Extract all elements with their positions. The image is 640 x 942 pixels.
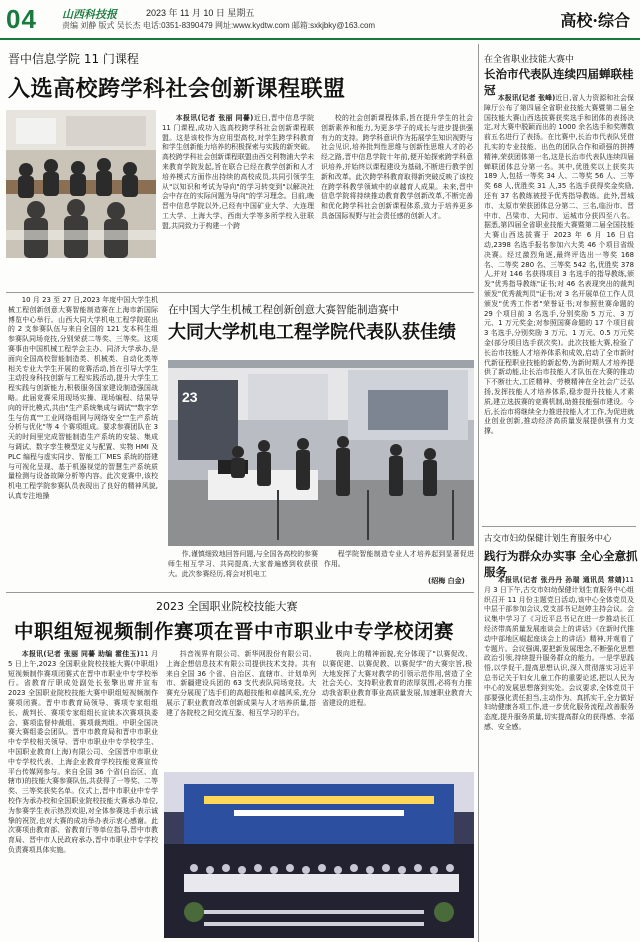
story1-text-2: 校的社会创新课程体系,旨在提升学生的社会创新素养和能力,为更多学子的成长与进步提供强有力的支持。跨学科意识作为拓展学生知识视野与社会见识,培养批判性思维与创新性思维人才的必经之路,晋中信息学院十年前,便开始探索跨学科意识培养,并始终以课程建设为基础,不断进行教学创新和改革。此次跨学科教育取得新突破反映了该校在跨学科教学领域中的卓越育人成果。未来,晋中信息学院将持续推动教育教学创新改革,不断完善和优化跨学科社会创新课程体系,致力于培养更多具备国际视野与社会责任感的创新人才。 [321,114,473,220]
story3-kicker: 2023 全国职业院校技能大赛 [156,600,298,613]
story4-body [484,94,634,522]
story3-text-1: 11 月 5 日上午,2023 全国职业院校技能大赛(中职组)短视频制作赛项闭赛式在晋中市职业中专学校举行。省教育厅职成处副处长张擎出席并宣布 2023 全国职业院校技能大赛中职组短视频制作赛项闭赛。晋中市教育局领导、赛项专家组组长、裁判长、赛项专家组组长宣读本次赛项执委会、赛项监督仲裁组、赛项裁判组。中职全国决赛大赛组委会团队。晋中市教育局和晋中市职业中专学校相关领导、晋中市职业中专学校学生、中国职业教育(上海)有限公司、全国晋中市职业中专学校代表、上海企业教育学校技能竞赛宣传平台传媒网参与。来自全国 36 个省(自治区、直辖市)的技能大赛参赛队伍,共获得了一等奖、二等奖、三等奖获奖名单。仪式上,晋中市职业中专学校作为承办校和全国职业院校技能大赛承办单位,为参赛学生表示热烈欢迎,对全体参赛选手表示诚挚的祝贺,也对大赛的成功举办表示衷心感谢。此次赛项由教育部、省教育厅等单位指导,晋中市教育局、晋中市人民政府承办,晋中市职业中专学校负责赛项具体实施。 [8,650,158,854]
story3-text-2: 抖音视界有限公司、新华网股份有限公司、上海企想信息技术有限公司提供技术支持。共有来自全国 36 个省、自治区、直辖市、计划单列市、新疆建设兵团的 63 支代表队同场竞技。大赛充分展现了选手们的高超技能和卓越风采,充分展示了职业教育改革创新成果与人才培养质量,搭建了各院校之间交流互鉴、相互学习的平台。 [166,650,316,717]
page-number: 04 [6,4,37,34]
story1-kicker: 晋中信息学院 11 门课程 [8,52,139,66]
story5-text: 11 月 3 日下午,古交市妇幼保健计划生育服务中心组织召开 11 月份主题党日活动,该中心全体党员及中层干部参加会议,党支部书记赵婷主持会议。会议集中学习了《习近平总书记在进一步推动长江经济带高质量发展座谈会上的讲话》《在新时代推动中部地区崛起座谈会上的讲话》精神,并观看了专题片。会议强调,要把新发展理念,不断强化思想政治引领,持续提升服务群众的能力。一是学思践悟,以学促干,提高思想认识,深入贯彻落实习近平总书记关于妇女儿童工作的重要论述,把以人民为中心的发展思想落到实处。会议要求,全体党员干部要强化责任担当,主动作为、真抓实干,全力做好妇幼健康各项工作,进一步优化服务流程,改善服务态度,提升服务质量,切实提高群众的获得感、幸福感、安全感。 [484,576,634,731]
story1-column-1 [162,114,314,290]
issue-date: 2023 年 11 月 10 日 星期五 [146,8,255,18]
story1-photo [6,110,156,258]
story2-credit: (绍梅 白金) [428,577,465,585]
story2-headline: 大同大学机电工程学院代表队获佳绩 [168,322,456,343]
story2-photo [168,360,474,546]
story2-kicker: 在中国大学生机械工程创新创意大赛智能制造赛中 [168,304,399,316]
story3-column-3 [322,650,472,768]
story-divider [6,592,474,593]
story5-headline: 践行为群众办实事 全心全意抓服务 [484,549,638,579]
story2-column-2 [168,550,318,588]
story4-headline: 长治市代表队连续四届蝉联桂冠 [484,67,634,97]
story5-kicker: 古交市妇幼保健计划生育服务中心 [484,534,612,544]
story2-column-3 [324,550,474,574]
story1-headline: 入选高校跨学科社会创新课程联盟 [8,77,346,102]
column-divider [478,44,479,942]
story1-column-2 [321,114,473,290]
story-divider [6,292,474,293]
story2-text-1: 10 月 23 至 27 日,2023 年度中国大学生机械工程创新创意大赛智能制造赛在上海市新国际博览中心举行。山西大同大学机电工程学院联出的 2 支参赛队伍与来自全国的 121 支本科生组参赛队同场竞技,分别荣获二等奖、三等奖。这项赛事由中国机械工程学会主办、同济大学承办,是面向全国高校智能制造类、机械类、自动化类等相关专业大学生开展的竞赛活动,旨在引导大学生主动投身科技创新与工程实践活动,提升大学生工程实践与创新能力,积极服务国家建设制造强国战略。此届竞赛采用现场实操、现场编程、结果导向的评比模式,共由"生产系统集成与调试""数字孪生与仿真""工业网络组网与网络安全""生产系统分析与优化"等 4 个赛项组成。要求参赛团队在 3 天的时间里完成智能制造生产系统的安装、集成与调试、数字孪生模型定义与配置、实物 HMI 及 PLC 编程与虚实同步、智能工厂MES 系统的搭建与可视化呈现、基于机器视觉的智慧生产系统质量检测与设备故障分析等内容。此次竞赛中,该校机电工程学院参赛队员表现出了良好的精神风貌,认真专注地操 [8,296,158,500]
story3-byline: 本报讯(记者 张丽 同謩 助编 霍佳玉) [21,650,140,658]
story5-body [484,576,634,938]
story3-headline: 中职组短视频制作赛项在晋中市职业中专学校闭赛 [14,620,455,643]
story5-byline: 本报讯(记者 张丹丹 孙瑞 通讯员 常婧) [497,576,626,584]
story3-column-2 [166,650,316,768]
masthead-rule [0,38,640,40]
story3-photo [164,772,474,938]
story2-text-3: 程学院智能制造专业人才培养起到显著促进作用。 [324,550,474,568]
editor-credits: 责编 刘静 版式 吴长杰 电话:0351-8390479 网址:www.kydtw.com 邮箱:sxkjbky@163.com [62,21,376,30]
story3-column-1 [8,650,158,940]
section-name: 高校·综合 [560,11,630,30]
story2-column-1 [8,296,158,588]
story1-byline: 本报讯(记者 张丽 同謩) [175,114,254,122]
paper-name: 山西科技报 [62,8,117,21]
story4-text: 近日,省人力资源和社会保障厅公布了第四届全省职业技能大赛暨第二届全国技能大赛山西选拔赛获奖选手和团体的表扬决定,对大赛中脱颖而出的 1000 余名选手和奖牌数前五名进行了表扬。在比赛中,长治市代表队凭借扎实的专业技能、出色的团队合作和顽强的拼搏精神,荣获团体第一名,这是长治市代表队连续四届蝉联团体总分第一名。其中,优胜奖以上获奖共 189 人,包括一等奖 34 人、二等奖 56 人、三等奖 68 人,优胜奖 31 人,35 名选手获得奖金奖励,还有 37 名教练被授予优秀指导教练。此外,晋城市、太原市荣获团体总分第二、三名,临汾市、晋中市、吕梁市、大同市、运城市分获四至八名。据悉,第四届全省职业技能大赛暨第二届全国技能大赛山西选拔赛于 2023 年 6 月 16 日启动,2398 名选手报名参加六大类 46 个项目省级决赛。经过激烈角逐,最终评选出一等奖 168 名、二等奖 280 名、三等奖 542 名,优胜奖 378 人,并对 146 名获得项目 3 名选手的指导教练,颁发"优秀指导教练"证书;对 46 名表现突出的裁判颁发"优秀裁判员"证书;对 3 名开展单位工作人员颁发"优秀工作者"荣誉证书;对参照世赛命题的 29 个项目前 3 名选手,分别奖励 5 万元、3 万元、1 万元奖金;对参照国赛命题的 17 个项目前 3 名选手,分别奖励 3 万元、1 万元、0.5 万元奖金(部分项目选手获次奖)。此次技能大赛,检验了长治市技能人才培养体系和成效,启动了全市新时代新征程职业技能的新起势,为新时期人才培养提供了新动能,让长治市技能人才队伍在大赛的推动下不断壮大,工匠精神、劳模精神在全社会广泛弘扬,发挥技能人才培养体系,稳步提升技能人才素质,建立选拔赛的竞赛机制,助推技能强市建设。今后,长治市将继续全力推进技能人才工作,为促进就业创业创新,推动经济高质量发展提供强有力支撑。 [484,94,634,436]
story4-byline: 本报讯(记者 张峰) [497,94,556,102]
story3-text-3: 极向上的精神面貌,充分体现了"以赛促改、以赛促建、以赛促教、以赛促学"的大赛宗旨,极大地发挥了大赛对教学的引领示范作用,营造了全社会关心、支持职业教育的浓厚氛围,必将有力推动我省职业教育事业高质量发展,加速职业教育大省建设的进程。 [322,650,472,707]
station-number-sign: 23 [182,389,198,405]
story2-text-2: 作,谨慎细致地回答问题,与全国各高校的参赛师生相互学习、共同提高,大家普遍感到收获很大。此次参赛经历,将会对机电工 [168,550,318,578]
story1-text-1: 近日,晋中信息学院 11 门课程,成功入选高校跨学科社会创新课程联盟。这是该校作为应用型高校,对学生跨学科教育和学生创新能力培养的积极探索与实践的新突破。高校跨学科社会创新课程联盟由西交利物浦大学未来教育学院发起,旨在联合已经在教学创新和人才培养模式方面作出持续的高校成员,共同引领学生从"以知识和考试为导向"的学习转变到"以解决社会中存在的实际问题为导向"的学习理念。目前,晚晋中信息学院以外,已经有中国矿业大学、大连理工大学、上海大学、西南大学等多所学校入驻联盟,共同致力于构建一个跨 [162,114,314,230]
story4-kicker: 在全省职业技能大赛中 [484,55,575,65]
story-divider [482,526,636,527]
